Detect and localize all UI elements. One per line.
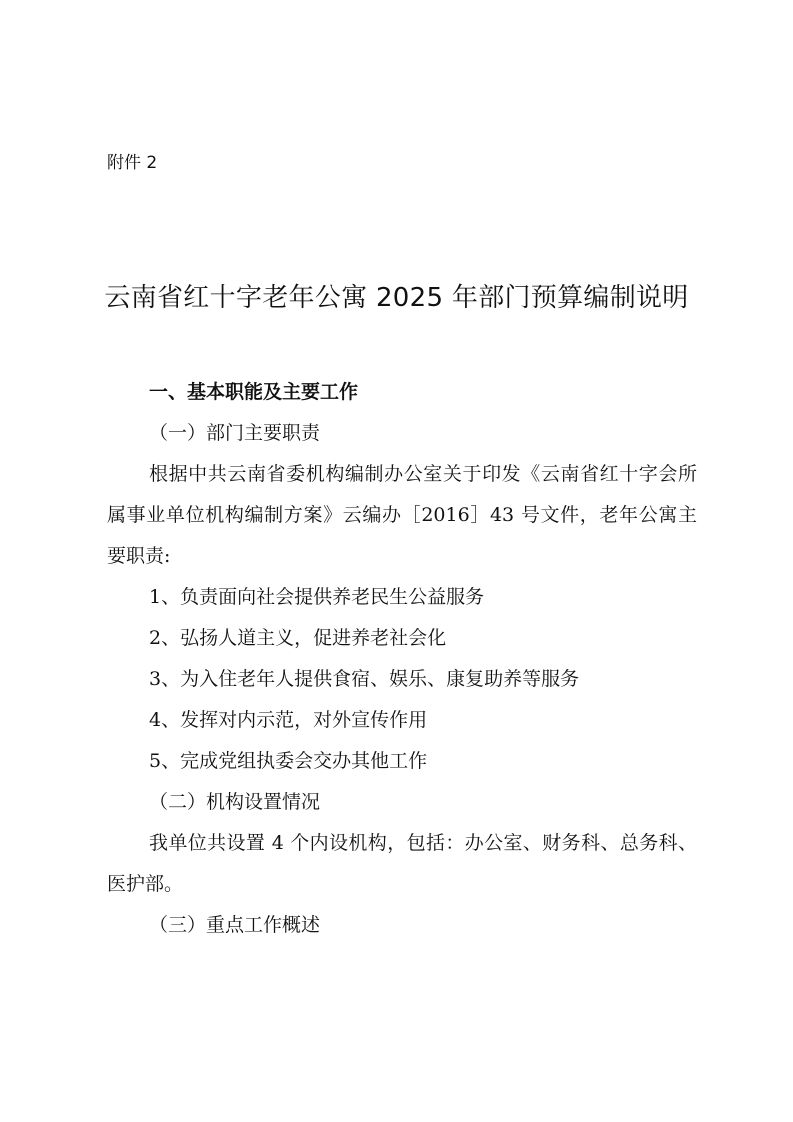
attachment-label: 附件 2 xyxy=(107,153,158,173)
section-basic-functions xyxy=(107,372,697,946)
duty-item-5: 5、完成党组执委会交办其他工作 xyxy=(149,750,428,772)
duty-item-3: 3、为入住老年人提供食宿、娱乐、康复助养等服务 xyxy=(149,668,580,690)
section-1-heading: 一、基本职能及主要工作 xyxy=(149,381,359,403)
duty-item-2: 2、弘扬人道主义，促进养老社会化 xyxy=(149,627,447,649)
sub-1-intro-paragraph: 根据中共云南省委机构编制办公室关于印发《云南省红十字会所属事业单位机构编制方案》云编办［2016］43 号文件，老年公寓主要职责: xyxy=(107,463,697,567)
duty-item-1: 1、负责面向社会提供养老民生公益服务 xyxy=(149,586,485,608)
sub-2-paragraph: 我单位共设置 4 个内设机构，包括：办公室、财务科、总务科、医护部。 xyxy=(107,832,697,895)
duty-item-4: 4、发挥对内示范，对外宣传作用 xyxy=(149,709,428,731)
document-title: 云南省红十字老年公寓 2025 年部门预算编制说明 xyxy=(104,283,689,313)
sub-2-heading: （二）机构设置情况 xyxy=(149,791,321,813)
sub-3-heading: （三）重点工作概述 xyxy=(149,914,321,936)
sub-1-heading: （一）部门主要职责 xyxy=(149,422,321,444)
